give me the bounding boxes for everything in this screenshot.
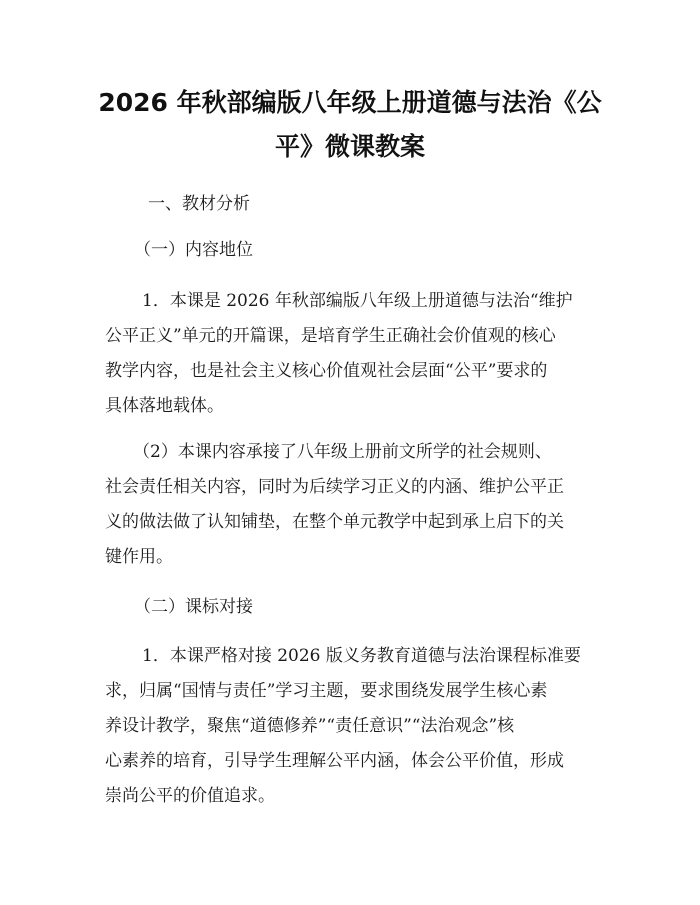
paragraph-line: 具体落地载体。 xyxy=(105,396,224,416)
paragraph-line: （2）本课内容承接了八年级上册前文所学的社会规则、 xyxy=(133,442,552,462)
paragraph-line: 键作用。 xyxy=(105,547,173,567)
paragraph-line: 义的做法做了认知铺垫，在整个单元教学中起到承上启下的关 xyxy=(105,512,564,532)
paragraph-line: 公平正义”单元的开篇课，是培育学生正确社会价值观的核心 xyxy=(105,326,556,346)
paragraph-line: 心素养的培育，引导学生理解公平内涵，体会公平价值，形成 xyxy=(105,751,564,771)
subsection-heading-curriculum-alignment: （二）课标对接 xyxy=(134,597,253,617)
paragraph-line: 社会责任相关内容，同时为后续学习正义的内涵、维护公平正 xyxy=(105,477,564,497)
paragraph-line: 1．本课严格对接 2026 版义务教育道德与法治课程标准要 xyxy=(142,646,581,666)
paragraph-line: 求，归属“国情与责任”学习主题，要求围绕发展学生核心素 xyxy=(105,681,548,701)
document-title-line-1: 2026 年秋部编版八年级上册道德与法治《公 xyxy=(98,88,602,117)
document-title-line-2: 平》微课教案 xyxy=(274,132,425,161)
paragraph-line: 1．本课是 2026 年秋部编版八年级上册道德与法治“维护 xyxy=(142,291,573,311)
paragraph-line: 崇尚公平的价值追求。 xyxy=(105,786,275,806)
section-heading-materials-analysis: 一、教材分析 xyxy=(148,194,250,214)
paragraph-line: 教学内容，也是社会主义核心价值观社会层面“公平”要求的 xyxy=(105,361,548,381)
subsection-heading-content-position: （一）内容地位 xyxy=(134,240,253,260)
paragraph-line: 养设计教学，聚焦“道德修养”“责任意识”“法治观念”核 xyxy=(105,716,515,736)
